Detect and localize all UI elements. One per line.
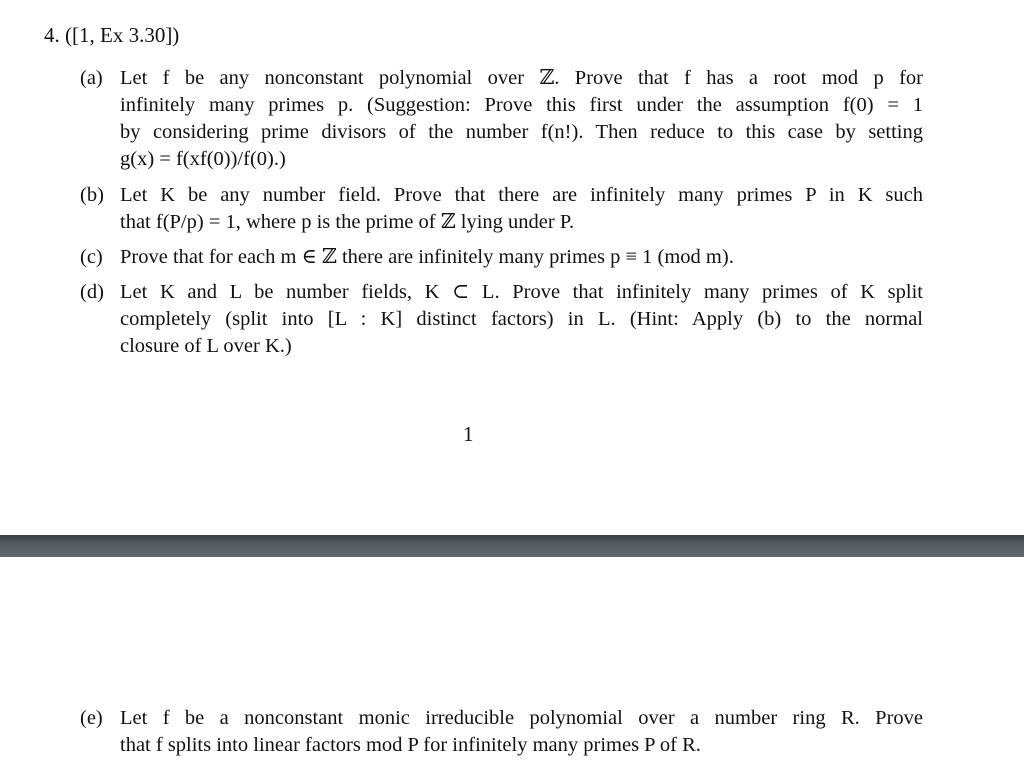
item-line: that f(P/p) = 1, where p is the prime of ℤ lying under P. — [120, 211, 575, 233]
item-line: Prove that for each m ∈ ℤ there are infinitely many primes p ≡ 1 (mod m). — [120, 246, 734, 268]
item-line: g(x) = f(xf(0))/f(0).) — [120, 148, 286, 170]
item-line: that f splits into linear factors mod P for infinitely many primes P of R. — [120, 734, 701, 756]
item-d — [80, 279, 923, 360]
item-label: (d) — [80, 281, 104, 303]
page-number: 1 — [463, 422, 474, 446]
item-label: (b) — [80, 184, 104, 206]
item-line: by considering prime divisors of the number f(n!). Then reduce to this case by setting — [120, 121, 923, 143]
item-label: (e) — [80, 707, 103, 729]
item-c — [80, 244, 923, 271]
problem-heading: 4. ([1, Ex 3.30]) — [44, 23, 180, 47]
item-label: (c) — [80, 246, 103, 268]
item-line: infinitely many primes p. (Suggestion: Prove this first under the assumption f(0) = 1 — [120, 94, 923, 116]
item-line: closure of L over K.) — [120, 335, 292, 357]
item-line: Let f be a nonconstant monic irreducible polynomial over a number ring R. Prove — [120, 707, 923, 729]
item-a — [80, 65, 923, 173]
item-line: Let K be any number field. Prove that there are infinitely many primes P in K such — [120, 184, 923, 206]
item-b — [80, 182, 923, 236]
item-label: (a) — [80, 67, 103, 89]
item-line: Let f be any nonconstant polynomial over ℤ. Prove that f has a root mod p for — [120, 67, 923, 89]
page-lower — [0, 557, 1024, 777]
item-line: Let K and L be number fields, K ⊂ L. Prove that infinitely many primes of K split — [120, 281, 923, 303]
item-line: completely (split into [L : K] distinct factors) in L. (Hint: Apply (b) to the normal — [120, 308, 923, 330]
item-e — [80, 705, 923, 759]
page-separator — [0, 535, 1024, 557]
